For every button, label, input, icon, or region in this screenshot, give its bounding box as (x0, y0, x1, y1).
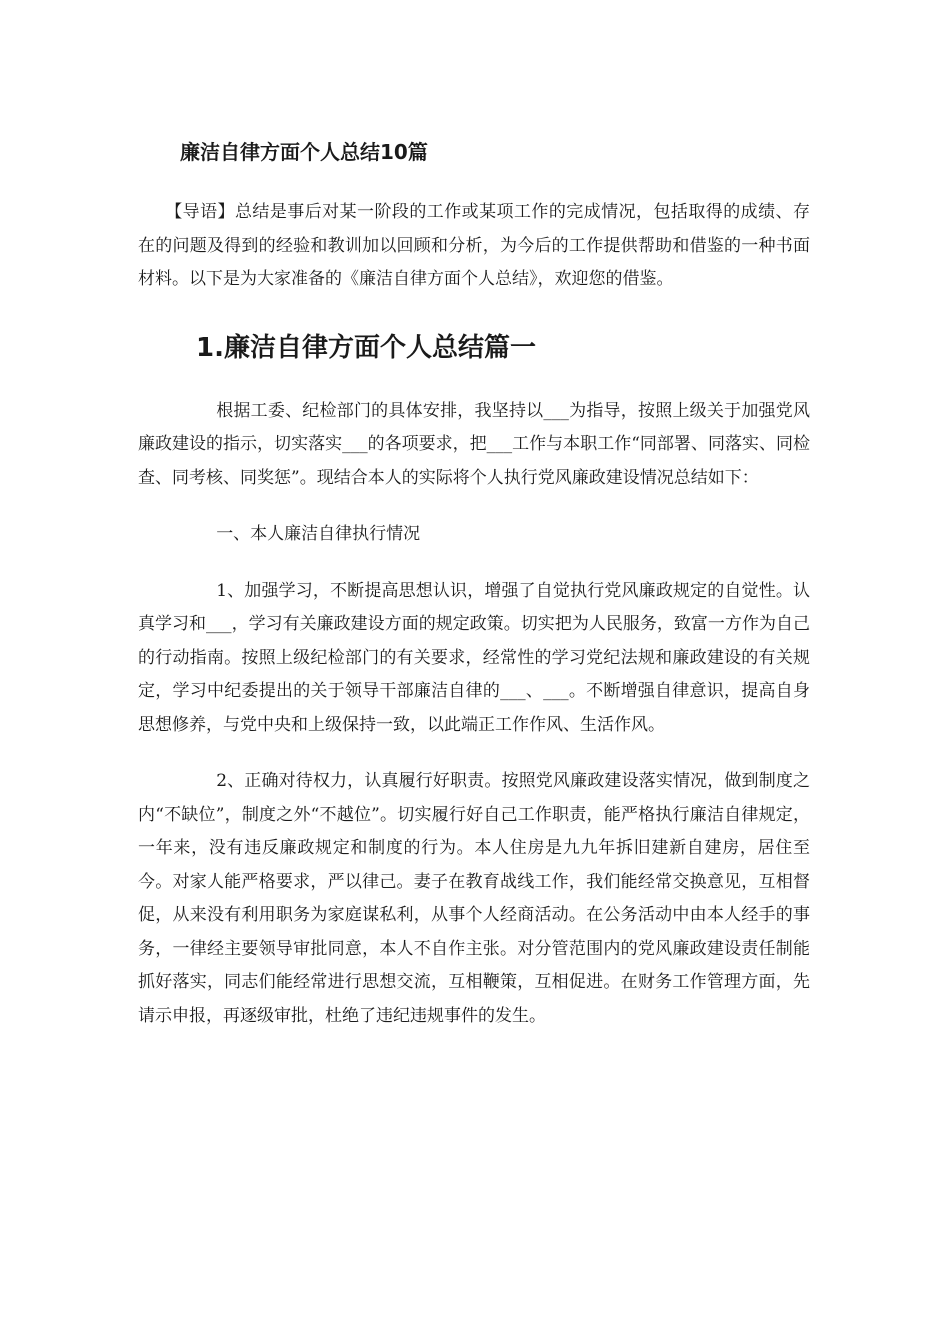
intro-paragraph: 【导语】总结是事后对某一阶段的工作或某项工作的完成情况，包括取得的成绩、存在的问题及得到的经验和教训加以回顾和分析，为今后的工作提供帮助和借鉴的一种书面材料。以下是为大家准备的《廉洁自律方面个人总结》，欢迎您的借鉴。 (138, 202, 810, 289)
section-heading: 1.廉洁自律方面个人总结篇一 (196, 332, 536, 363)
body-paragraph-1: 根据工委、纪检部门的具体安排，我坚持以___为指导，按照上级关于加强党风廉政建设的指示，切实落实___的各项要求，把___工作与本职工作“同部署、同落实、同检查、同考核、同奖惩”。现结合本人的实际将个人执行党风廉政建设情况总结如下： (138, 400, 810, 488)
body-paragraph-3: 2、正确对待权力，认真履行好职责。按照党风廉政建设落实情况，做到制度之内“不缺位”，制度之外“不越位”。切实履行好自己工作职责，能严格执行廉洁自律规定，一年来，没有违反廉政规定和制度的行为。本人住房是九九年拆旧建新自建房，居住至今。对家人能严格要求，严以律己。妻子在教育战线工作，我们能经常交换意见，互相督促，从来没有利用职务为家庭谋私利，从事个人经商活动。在公务活动中由本人经手的事务，一律经主要领导审批同意，本人不自作主张。对分管范围内的党风廉政建设责任制能抓好落实，同志们能经常进行思想交流，互相鞭策，互相促进。在财务工作管理方面，先请示申报，再逐级审批，杜绝了违纪违规事件的发生。 (138, 771, 810, 1026)
subsection-heading: 一、本人廉洁自律执行情况 (216, 524, 421, 544)
body-paragraph-2: 1、加强学习，不断提高思想认识，增强了自觉执行党风廉政规定的自觉性。认真学习和___，学习有关廉政建设方面的规定政策。切实把为人民服务，致富一方作为自己的行动指南。按照上级纪检部门的有关要求，经常性的学习党纪法规和廉政建设的有关规定，学习中纪委提出的关于领导干部廉洁自律的___、___。不断增强自律意识，提高自身思想修养，与党中央和上级保持一致，以此端正工作作风、生活作风。 (138, 580, 810, 735)
document-title: 廉洁自律方面个人总结10篇 (180, 140, 428, 164)
document-body (138, 196, 810, 1056)
